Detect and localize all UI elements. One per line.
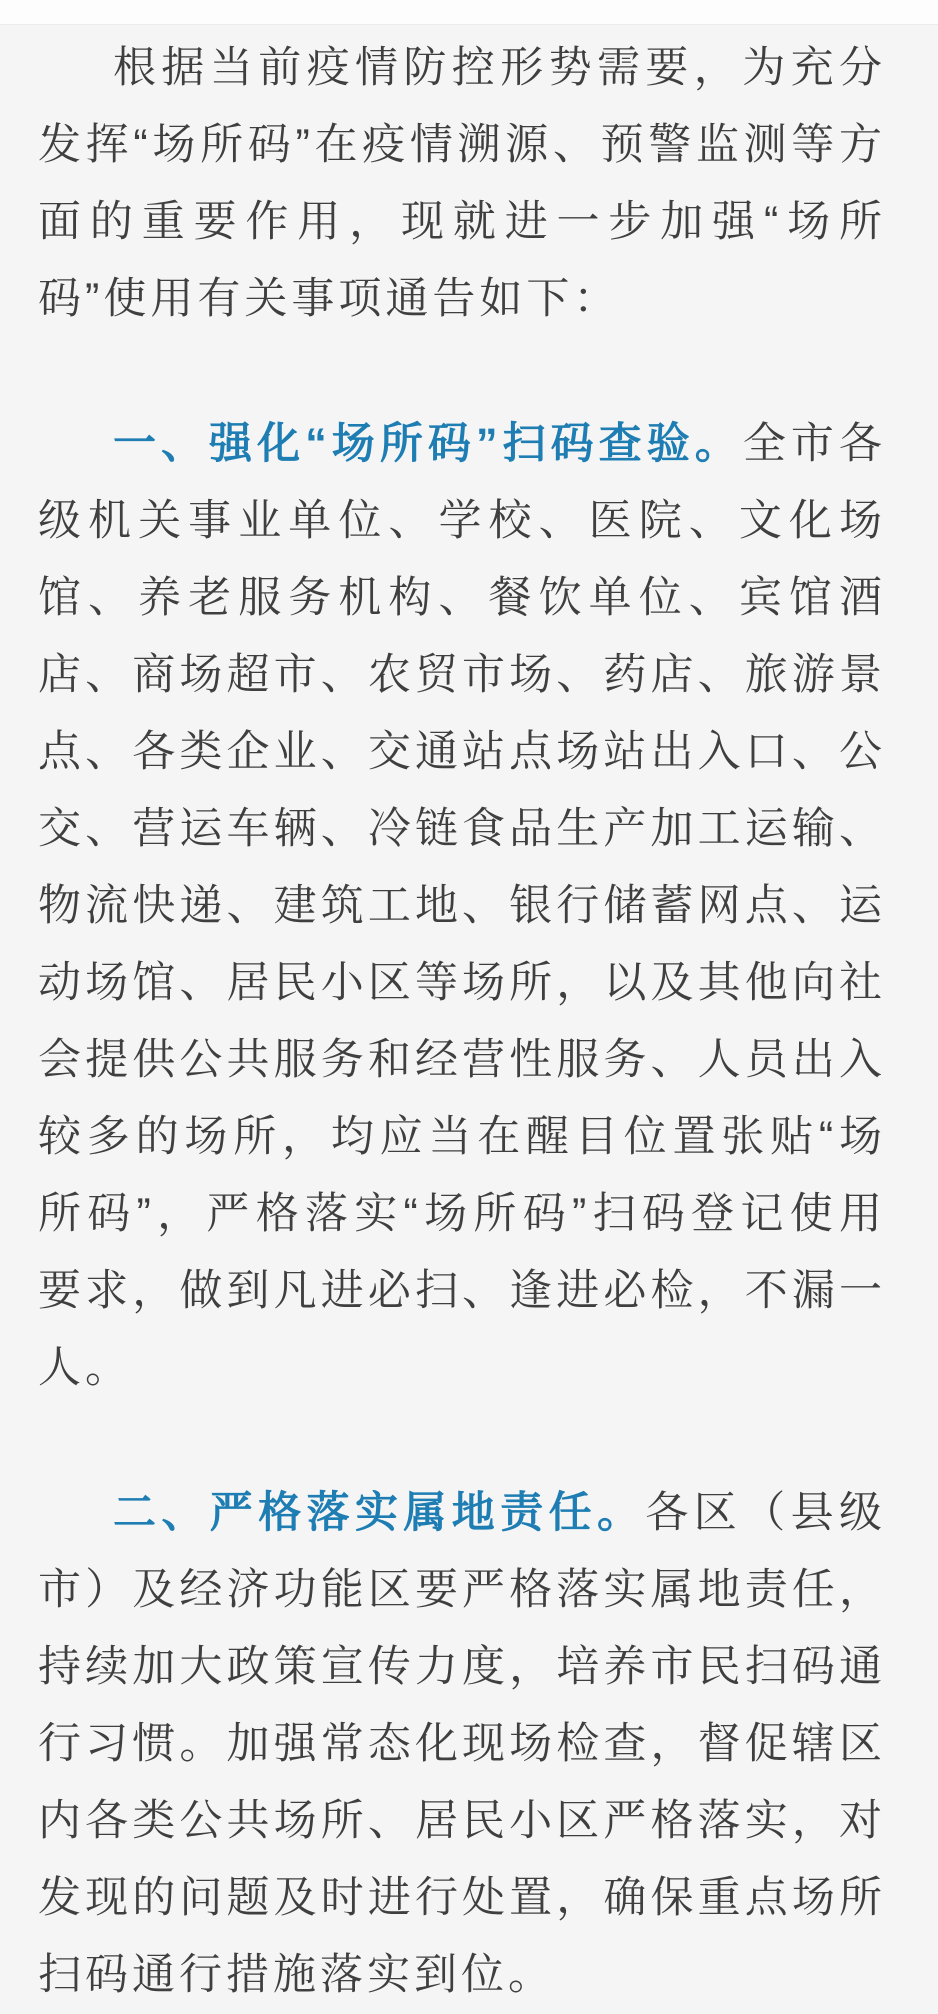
paragraph-text: 各区（县级市）及经济功能区要严格落实属地责任，持续加大政策宣传力度，培养市民扫码通行习惯。加强常态化现场检查，督促辖区内各类公共场所、居民小区严格落实，对发现的问题及时进行处置，确保重点场所扫码通行措施落实到位。 — [38, 1489, 887, 1999]
paragraph — [38, 406, 886, 1407]
paragraph — [38, 1475, 886, 2014]
section-heading: 二、严格落实属地责任。 — [113, 1489, 646, 1537]
notice-document — [0, 25, 938, 2014]
paragraph — [38, 30, 886, 338]
paragraph-text: 全市各级机关事业单位、学校、医院、文化场馆、养老服务机构、餐饮单位、宾馆酒店、商场超市、农贸市场、药店、旅游景点、各类企业、交通站点场站出入口、公交、营运车辆、冷链食品生产加工运输、物流快递、建筑工地、银行储蓄网点、运动场馆、居民小区等场所，以及其他向社会提供公共服务和经营性服务、人员出入较多的场所，均应当在醒目位置张贴“场所码”，严格落实“场所码”扫码登记使用要求，做到凡进必扫、逢进必检，不漏一人。 — [38, 420, 886, 1392]
section-heading: 一、强化“场所码”扫码查验。 — [113, 420, 743, 468]
top-edge-strip — [0, 0, 938, 25]
paragraph-text: 根据当前疫情防控形势需要，为充分发挥“场所码”在疫情溯源、预警监测等方面的重要作用，现就进一步加强“场所码”使用有关事项通告如下： — [38, 44, 886, 323]
